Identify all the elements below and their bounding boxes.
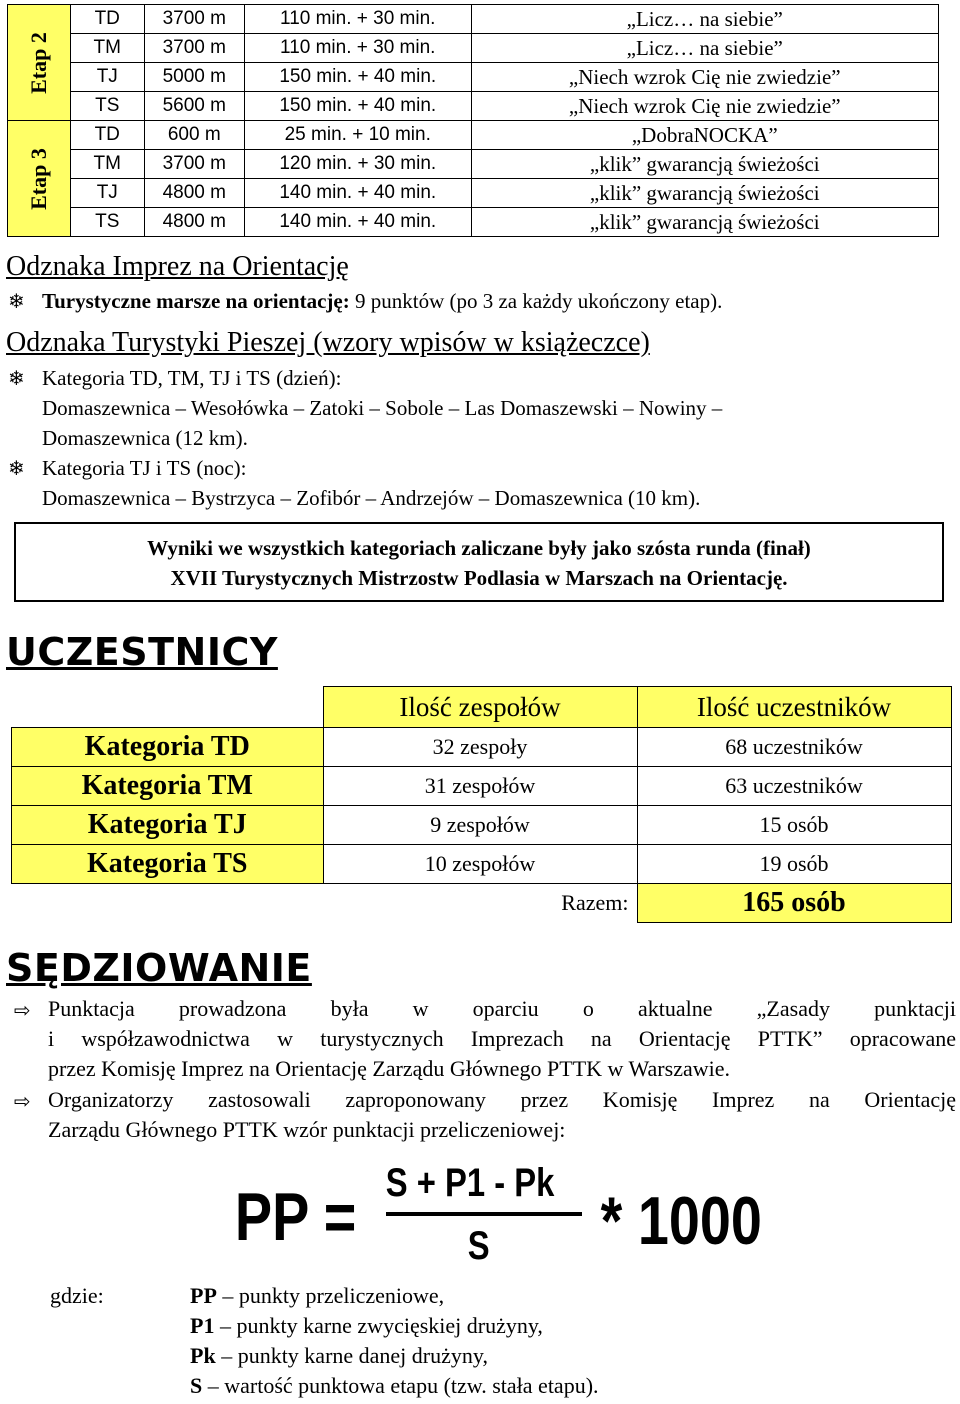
badge-orient-bold: Turystyczne marsze na orientację: — [42, 289, 350, 313]
hiking-route-line: Domaszewnica – Bystrzyca – Zofibór – Andrzejów – Domaszewnica (10 km). — [42, 486, 701, 510]
badge-hiking-heading: Odznaka Turystyki Pieszej (wzory wpisów w książeczce) — [6, 327, 650, 358]
distance-cell: 3700 m — [144, 34, 244, 63]
distance-cell: 3700 m — [144, 5, 244, 34]
category-cell: Kategoria TS — [12, 845, 324, 884]
category-cell: TS — [70, 92, 144, 121]
stage-label-cell — [8, 121, 71, 237]
table-row — [8, 208, 939, 237]
notice-line: Wyniki we wszystkich kategoriach zaliczane były jako szósta runda (finał) — [147, 536, 811, 560]
formula-lhs: PP = — [234, 1179, 357, 1256]
empty-header-cell — [12, 687, 324, 728]
category-cell: TJ — [70, 179, 144, 208]
legend-intro: gdzie: — [50, 1283, 104, 1308]
table-row — [8, 34, 939, 63]
judging-line: Punktacja prowadzona była w oparciu o aktualne „Zasady punktacji — [48, 996, 956, 1021]
route-name-cell: „DobraNOCKA” — [471, 121, 938, 150]
legend-desc: – wartość punktowa etapu (tzw. stała etapu). — [202, 1373, 599, 1398]
legend-desc: – punkty karne danej drużyny, — [215, 1343, 488, 1368]
hiking-item-title: Kategoria TJ i TS (noc): — [42, 456, 247, 480]
teams-cell: 9 zespołów — [323, 806, 637, 845]
category-cell: Kategoria TJ — [12, 806, 324, 845]
notice-box — [14, 522, 944, 602]
distance-cell: 5600 m — [144, 92, 244, 121]
table-row — [12, 806, 952, 845]
badge-orient-item — [8, 289, 723, 314]
route-name-cell: „klik” gwarancją świeżości — [471, 150, 938, 179]
col-header-teams: Ilość zespołów — [323, 687, 637, 728]
time-cell: 120 min. + 30 min. — [244, 150, 471, 179]
category-cell: TM — [70, 150, 144, 179]
distance-cell: 3700 m — [144, 150, 244, 179]
badge-hiking-item — [8, 366, 342, 391]
legend-desc: – punkty przeliczeniowe, — [216, 1283, 445, 1308]
judging-paragraph — [48, 994, 956, 1084]
time-cell: 110 min. + 30 min. — [244, 34, 471, 63]
formula-numerator: S + P1 - Pk — [385, 1159, 555, 1205]
empty-cell — [12, 884, 324, 923]
judging-line: Zarządu Głównego PTTK wzór punktacji przeliczeniowej: — [48, 1117, 566, 1142]
stage-label: Etap 3 — [25, 147, 51, 210]
category-cell: Kategoria TM — [12, 767, 324, 806]
people-cell: 19 osób — [637, 845, 951, 884]
route-name-cell: „Niech wzrok Cię nie zwiedzie” — [471, 92, 938, 121]
formula-multiplier: * 1000 — [600, 1183, 762, 1260]
table-row — [8, 92, 939, 121]
judging-line: przez Komisję Imprez na Orientację Zarządu Głównego PTTK w Warszawie. — [48, 1056, 730, 1081]
time-cell: 110 min. + 30 min. — [244, 5, 471, 34]
route-name-cell: „Niech wzrok Cię nie zwiedzie” — [471, 63, 938, 92]
time-cell: 140 min. + 40 min. — [244, 208, 471, 237]
table-row — [8, 5, 939, 34]
badge-orient-text — [42, 289, 722, 314]
table-row — [8, 150, 939, 179]
snowflake-icon: ❄ — [8, 291, 25, 313]
judging-heading: SĘDZIOWANIE — [6, 946, 312, 990]
legend-symbol: S — [190, 1373, 203, 1398]
hiking-item-title: Kategoria TD, TM, TJ i TS (dzień): — [42, 366, 342, 390]
legend-desc: – punkty karne zwycięskiej drużyny, — [214, 1313, 543, 1338]
legend-symbol: P1 — [190, 1313, 215, 1338]
time-cell: 150 min. + 40 min. — [244, 92, 471, 121]
participants-table — [11, 686, 952, 923]
time-cell: 150 min. + 40 min. — [244, 63, 471, 92]
time-cell: 140 min. + 40 min. — [244, 179, 471, 208]
table-row — [12, 728, 952, 767]
distance-cell: 4800 m — [144, 179, 244, 208]
legend-item — [190, 1283, 444, 1309]
time-cell: 25 min. + 10 min. — [244, 121, 471, 150]
snowflake-icon: ❄ — [8, 368, 25, 390]
distance-cell: 4800 m — [144, 208, 244, 237]
total-label: Razem: — [561, 890, 629, 916]
category-cell: TS — [70, 208, 144, 237]
table-header-row — [12, 687, 952, 728]
category-cell: TD — [70, 121, 144, 150]
total-row — [12, 884, 952, 923]
judging-line: i współzawodnictwa w turystycznych Imprezach na Orientację PTTK” opracowane — [48, 1026, 956, 1051]
teams-cell: 32 zespoły — [323, 728, 637, 767]
stage-table — [7, 4, 939, 237]
table-row — [12, 845, 952, 884]
hiking-route-line: Domaszewnica (12 km). — [42, 426, 248, 450]
route-name-cell: „Licz… na siebie” — [471, 34, 938, 63]
teams-cell: 10 zespołów — [323, 845, 637, 884]
table-row — [8, 179, 939, 208]
people-cell: 15 osób — [637, 806, 951, 845]
stage-label-cell — [8, 5, 71, 121]
badge-hiking-item — [8, 456, 247, 481]
judging-line: Organizatorzy zastosowali zaproponowany przez Komisję Imprez na Orientację — [48, 1087, 956, 1112]
formula — [230, 1158, 790, 1268]
distance-cell: 600 m — [144, 121, 244, 150]
route-name-cell: „Licz… na siebie” — [471, 5, 938, 34]
hiking-route-line: Domaszewnica – Wesołówka – Zatoki – Sobole – Las Domaszewski – Nowiny – — [42, 396, 723, 420]
badge-orient-heading: Odznaka Imprez na Orientację — [6, 251, 349, 282]
category-cell: TM — [70, 34, 144, 63]
legend-item — [190, 1343, 488, 1369]
stage-label: Etap 2 — [25, 31, 51, 94]
arrow-right-outline-icon: ⇨ — [14, 1089, 31, 1113]
legend-item — [190, 1313, 543, 1339]
badge-orient-rest: 9 punktów (po 3 za każdy ukończony etap). — [349, 289, 723, 313]
legend-symbol: PP — [190, 1283, 217, 1308]
legend-item — [190, 1373, 599, 1399]
people-cell: 63 uczestników — [637, 767, 951, 806]
route-name-cell: „klik” gwarancją świeżości — [471, 208, 938, 237]
formula-denominator: S — [467, 1222, 490, 1268]
notice-line: XVII Turystycznych Mistrzostw Podlasia w Marszach na Orientację. — [170, 566, 788, 590]
table-row — [8, 121, 939, 150]
category-cell: TD — [70, 5, 144, 34]
legend-symbol: Pk — [190, 1343, 216, 1368]
arrow-right-outline-icon: ⇨ — [14, 998, 31, 1022]
distance-cell: 5000 m — [144, 63, 244, 92]
route-name-cell: „klik” gwarancją świeżości — [471, 179, 938, 208]
category-cell: TJ — [70, 63, 144, 92]
people-cell: 68 uczestników — [637, 728, 951, 767]
table-row — [8, 63, 939, 92]
category-cell: Kategoria TD — [12, 728, 324, 767]
teams-cell: 31 zespołów — [323, 767, 637, 806]
snowflake-icon: ❄ — [8, 458, 25, 480]
total-value: 165 osób — [637, 884, 951, 923]
col-header-people: Ilość uczestników — [637, 687, 951, 728]
judging-paragraph — [48, 1085, 956, 1145]
table-row — [12, 767, 952, 806]
participants-heading: UCZESTNICY — [6, 630, 278, 674]
